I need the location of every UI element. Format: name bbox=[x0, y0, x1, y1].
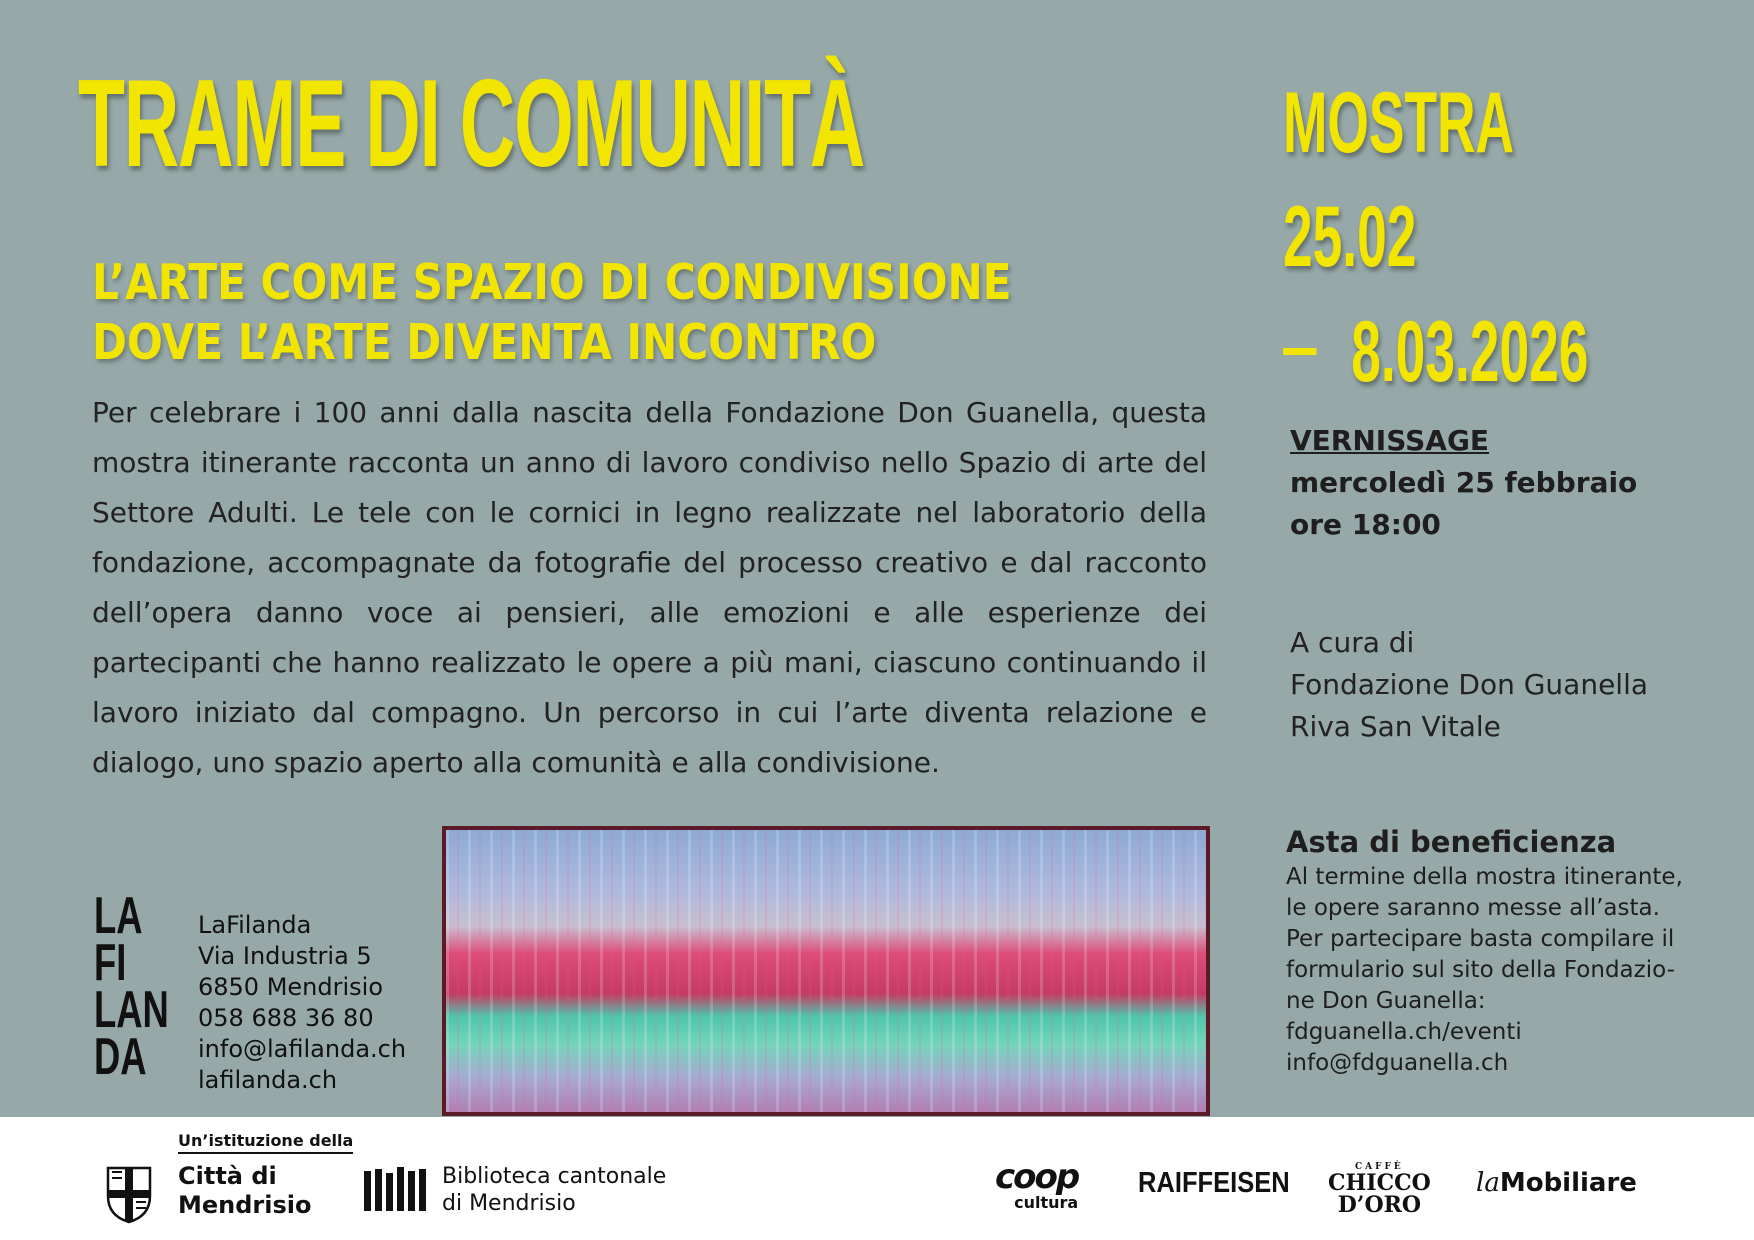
mobiliare-name: Mobiliare bbox=[1499, 1168, 1637, 1198]
venue-address bbox=[198, 910, 406, 1096]
auction-link[interactable]: fdguanella.ch/eventi bbox=[1286, 1019, 1522, 1045]
artwork-painting bbox=[442, 826, 1210, 1116]
poster-title: TRAME DI COMUNITÀ bbox=[78, 55, 865, 193]
coop-main: coop bbox=[995, 1157, 1079, 1197]
logo-line: LAN bbox=[94, 981, 169, 1039]
vernissage-block bbox=[1290, 420, 1637, 546]
venue-street: Via Industria 5 bbox=[198, 942, 372, 970]
subtitle-line-1: L’ARTE COME SPAZIO DI CONDIVISIONE bbox=[92, 254, 1012, 311]
curated-place: Riva San Vitale bbox=[1290, 710, 1501, 743]
lafilanda-logo bbox=[94, 887, 169, 1086]
auction-line: Per partecipare basta compilare il bbox=[1286, 926, 1675, 952]
vernissage-time: ore 18:00 bbox=[1290, 508, 1441, 541]
curated-label: A cura di bbox=[1290, 626, 1415, 659]
citta-mendrisio-logo bbox=[178, 1162, 312, 1220]
la-mobiliare-logo bbox=[1476, 1168, 1637, 1198]
chicco-line: D’ORO bbox=[1337, 1192, 1422, 1218]
vernissage-heading: VERNISSAGE bbox=[1290, 424, 1490, 457]
coop-cultura-logo bbox=[995, 1157, 1079, 1212]
venue-email[interactable]: info@lafilanda.ch bbox=[198, 1035, 407, 1063]
chicco-line: CHICCO bbox=[1328, 1170, 1431, 1196]
auction-line: le opere saranno messe all’asta. bbox=[1286, 895, 1660, 921]
chicco-doro-logo bbox=[1328, 1162, 1431, 1216]
curated-org: Fondazione Don Guanella bbox=[1290, 668, 1649, 701]
auction-heading: Asta di beneficienza bbox=[1286, 825, 1617, 859]
auction-line: formulario sul sito della Fondazio- bbox=[1286, 957, 1675, 983]
logo-line: DA bbox=[94, 1028, 147, 1086]
venue-web[interactable]: lafilanda.ch bbox=[198, 1066, 338, 1094]
curated-by-block bbox=[1290, 622, 1648, 748]
venue-name: LaFilanda bbox=[198, 911, 312, 939]
venue-city: 6850 Mendrisio bbox=[198, 973, 384, 1001]
biblioteca-line: Biblioteca cantonale bbox=[442, 1164, 667, 1189]
venue-phone[interactable]: 058 688 36 80 bbox=[198, 1004, 374, 1032]
date-dash bbox=[1283, 348, 1316, 355]
subtitle-line-2: DOVE L’ARTE DIVENTA INCONTRO bbox=[92, 314, 877, 371]
raiffeisen-logo: RAIFFEISEN bbox=[1138, 1167, 1290, 1199]
dates-label: MOSTRA bbox=[1283, 75, 1515, 171]
auction-line: Al termine della mostra itinerante, bbox=[1286, 864, 1683, 890]
biblioteca-books-icon bbox=[364, 1167, 432, 1213]
citta-line: Mendrisio bbox=[178, 1191, 312, 1219]
logo-line: LA bbox=[94, 887, 143, 945]
auction-line: ne Don Guanella: bbox=[1286, 988, 1486, 1014]
vernissage-date: mercoledì 25 febbraio bbox=[1290, 466, 1638, 499]
citta-line: Città di bbox=[178, 1162, 277, 1190]
logo-line: FI bbox=[94, 934, 127, 992]
dates-end: 8.03.2026 bbox=[1351, 303, 1589, 400]
coop-sub: cultura bbox=[1014, 1193, 1079, 1212]
institution-label: Un’istituzione della bbox=[178, 1131, 353, 1154]
biblioteca-line: di Mendrisio bbox=[442, 1191, 576, 1216]
exhibition-dates bbox=[1283, 66, 1588, 409]
mobiliare-prefix: la bbox=[1476, 1168, 1500, 1198]
dates-end-row bbox=[1283, 295, 1588, 409]
auction-email[interactable]: info@fdguanella.ch bbox=[1286, 1050, 1509, 1076]
dates-start: 25.02 bbox=[1283, 189, 1417, 286]
auction-block bbox=[1286, 822, 1706, 1079]
biblioteca-logo bbox=[442, 1163, 666, 1217]
city-shield-icon bbox=[106, 1166, 152, 1224]
description-paragraph: Per celebrare i 100 anni dalla nascita della Fondazione Don Guanella, questa mostra itinerante racconta un anno di lavoro condiviso nello Spazio di arte del Settore Adulti. Le tele con le cornici in legno realizzate nel laboratorio della fondazione, accompagnate da fotografie del processo creativo e dal racconto dell’opera danno voce ai pensieri, alle emozioni e alle esperienze dei partecipanti che hanno realizzato le opere a più mani, ciascuno continuando il lavoro iniziato dal compagno. Un percorso in cui l’arte diventa relazione e dialogo, uno spazio aperto alla comunità e alla condivisione. bbox=[92, 396, 1207, 779]
chicco-top: CAFFÈ bbox=[1354, 1162, 1404, 1172]
